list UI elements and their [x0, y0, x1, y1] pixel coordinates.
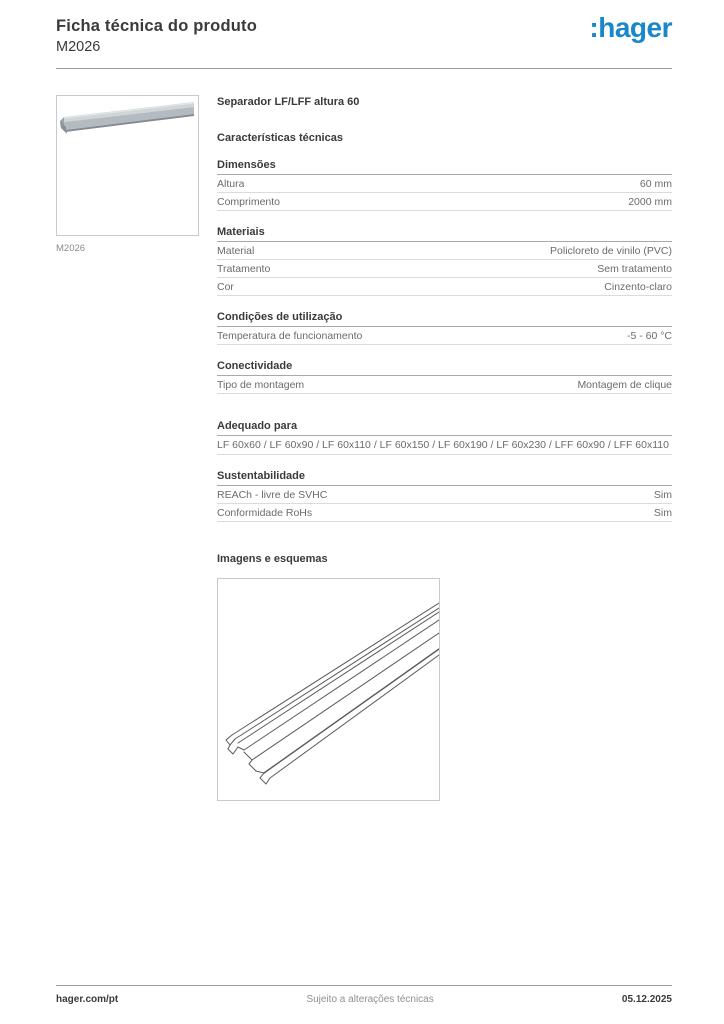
spec-row	[217, 175, 672, 193]
spec-section	[217, 226, 672, 296]
spec-label: Tratamento	[217, 263, 271, 276]
spec-value: -5 - 60 °C	[626, 330, 672, 343]
page-header	[56, 0, 672, 69]
spec-section	[217, 360, 672, 394]
spec-section-title: Adequado para	[217, 420, 672, 436]
page-footer	[56, 985, 672, 1024]
thumbnail-caption: M2026	[56, 243, 86, 254]
footer-note: Sujeito a alterações técnicas	[306, 994, 434, 1005]
spec-label: Temperatura de funcionamento	[217, 330, 363, 343]
spec-label: Cor	[217, 281, 234, 294]
images-title: Imagens e esquemas	[217, 552, 328, 565]
spec-value: Montagem de clique	[577, 379, 672, 392]
spec-value: Sem tratamento	[597, 263, 672, 276]
product-photo-icon	[57, 96, 198, 235]
spec-row	[217, 242, 672, 260]
spec-section-title: Conectividade	[217, 360, 672, 376]
spec-label: Tipo de montagem	[217, 379, 305, 392]
spec-label: Altura	[217, 178, 245, 190]
product-name: Separador LF/LFF altura 60	[217, 96, 360, 108]
spec-value: Sim	[653, 506, 672, 519]
spec-label: Material	[217, 245, 255, 258]
spec-label: Comprimento	[217, 196, 281, 209]
spec-row	[217, 260, 672, 278]
spec-section-title: Materiais	[217, 226, 672, 242]
spec-row	[217, 436, 672, 454]
spec-label: Conformidade RoHs	[217, 506, 313, 519]
spec-label: REACh - livre de SVHC	[217, 488, 328, 501]
spec-row	[217, 193, 672, 211]
spec-row	[217, 327, 672, 345]
spec-row	[217, 504, 672, 522]
spec-section-title: Condições de utilização	[217, 311, 672, 327]
product-thumbnail	[56, 95, 199, 236]
spec-column	[217, 95, 672, 801]
spec-value: 60 mm	[639, 178, 672, 190]
spec-sections	[217, 159, 672, 522]
spec-value: Policloreto de vinilo (PVC)	[550, 245, 672, 258]
spec-row	[217, 376, 672, 394]
footer-url-link[interactable]: hager.com/pt	[56, 994, 119, 1005]
spec-row	[217, 486, 672, 504]
product-drawing	[217, 578, 440, 801]
characteristics-title: Características técnicas	[217, 132, 343, 144]
hager-logo: :hager	[589, 12, 672, 43]
spec-value: 2000 mm	[628, 196, 672, 209]
page-title: Ficha técnica do produto	[56, 17, 257, 35]
spec-label: LF 60x60 / LF 60x90 / LF 60x110 / LF 60x150 / LF 60x190 / LF 60x230 / LFF 60x90 / LFF 60x110	[217, 439, 669, 452]
spec-section-title: Sustentabilidade	[217, 470, 672, 486]
product-code: M2026	[56, 39, 101, 55]
footer-date: 05.12.2025	[621, 994, 672, 1005]
spec-value: Cinzento-claro	[604, 281, 672, 294]
product-thumbnail-column	[56, 95, 199, 254]
header-titles	[56, 0, 257, 55]
spec-section	[217, 470, 672, 522]
spec-section	[217, 159, 672, 211]
spec-section	[217, 420, 672, 454]
spec-section-title: Dimensões	[217, 159, 672, 175]
product-drawing-icon	[218, 579, 439, 800]
content-area	[56, 68, 672, 801]
spec-value: Sim	[653, 488, 672, 501]
spec-row	[217, 278, 672, 296]
spec-section	[217, 311, 672, 345]
